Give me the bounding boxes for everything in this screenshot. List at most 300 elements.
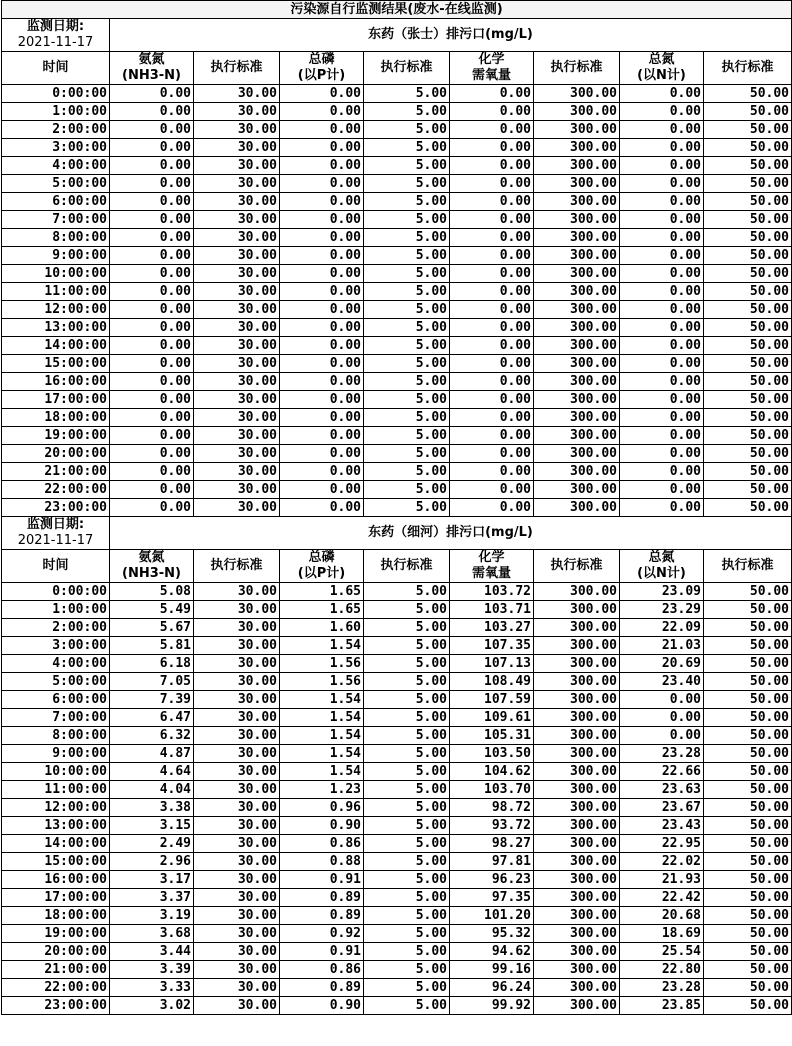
value-cell: 0.00 [110,445,194,463]
time-cell: 5:00:00 [2,175,110,193]
value-cell: 0.00 [620,391,704,409]
value-cell: 5.00 [364,391,450,409]
value-cell: 23.85 [620,997,704,1015]
value-cell: 0.00 [620,211,704,229]
value-cell: 0.00 [280,121,364,139]
value-cell: 30.00 [194,925,280,943]
value-cell: 30.00 [194,103,280,121]
time-cell: 18:00:00 [2,409,110,427]
time-cell: 6:00:00 [2,193,110,211]
value-cell: 30.00 [194,283,280,301]
value-cell: 5.00 [364,319,450,337]
table-row [2,265,792,283]
value-cell: 3.37 [110,889,194,907]
value-cell: 0.00 [620,283,704,301]
value-cell: 98.27 [450,835,534,853]
value-cell: 50.00 [704,961,792,979]
table-row [2,853,792,871]
value-cell: 103.27 [450,619,534,637]
table-row [2,337,792,355]
value-cell: 1.54 [280,709,364,727]
value-cell: 0.00 [450,373,534,391]
value-cell: 0.00 [110,211,194,229]
value-cell: 5.00 [364,727,450,745]
value-cell: 300.00 [534,391,620,409]
value-cell: 50.00 [704,673,792,691]
value-cell: 5.00 [364,265,450,283]
value-cell: 0.00 [620,427,704,445]
value-cell: 20.69 [620,655,704,673]
column-header-line: (以N计) [637,68,686,83]
value-cell: 0.00 [110,355,194,373]
value-cell: 5.00 [364,247,450,265]
value-cell: 50.00 [704,319,792,337]
value-cell: 30.00 [194,691,280,709]
value-cell: 50.00 [704,817,792,835]
value-cell: 0.00 [280,373,364,391]
table-row [2,157,792,175]
column-header [280,52,364,85]
value-cell: 30.00 [194,445,280,463]
value-cell: 0.00 [110,85,194,103]
table-row [2,583,792,601]
table-row [2,925,792,943]
value-cell: 1.65 [280,583,364,601]
value-cell: 0.00 [110,391,194,409]
value-cell: 97.81 [450,853,534,871]
value-cell: 1.54 [280,637,364,655]
value-cell: 1.23 [280,781,364,799]
value-cell: 0.00 [450,409,534,427]
column-header-line: 执行标准 [380,558,433,573]
value-cell: 0.89 [280,889,364,907]
value-cell: 22.95 [620,835,704,853]
value-cell: 0.00 [110,247,194,265]
value-cell: 18.69 [620,925,704,943]
table-row [2,85,792,103]
value-cell: 5.00 [364,211,450,229]
value-cell: 107.35 [450,637,534,655]
table-row [2,691,792,709]
table-row [2,229,792,247]
value-cell: 300.00 [534,193,620,211]
time-cell: 14:00:00 [2,835,110,853]
time-cell: 21:00:00 [2,961,110,979]
value-cell: 5.00 [364,799,450,817]
value-cell: 0.00 [620,355,704,373]
value-cell: 0.00 [450,355,534,373]
value-cell: 0.00 [110,319,194,337]
value-cell: 0.00 [450,427,534,445]
value-cell: 300.00 [534,463,620,481]
value-cell: 0.00 [280,103,364,121]
value-cell: 300.00 [534,157,620,175]
value-cell: 0.00 [620,463,704,481]
value-cell: 30.00 [194,853,280,871]
time-cell: 11:00:00 [2,781,110,799]
value-cell: 0.91 [280,871,364,889]
time-cell: 8:00:00 [2,727,110,745]
value-cell: 5.00 [364,763,450,781]
value-cell: 30.00 [194,817,280,835]
table-row [2,283,792,301]
value-cell: 0.00 [280,481,364,499]
value-cell: 30.00 [194,175,280,193]
value-cell: 0.00 [280,391,364,409]
table-row [2,301,792,319]
value-cell: 5.00 [364,871,450,889]
value-cell: 50.00 [704,481,792,499]
table-row [2,997,792,1015]
value-cell: 0.00 [280,301,364,319]
column-header-line: 时间 [42,60,69,75]
column-header-line: 执行标准 [210,558,263,573]
value-cell: 0.00 [280,247,364,265]
value-cell: 3.39 [110,961,194,979]
outlet-name: 东药（张士）排污口(mg/L) [110,19,792,52]
value-cell: 50.00 [704,907,792,925]
value-cell: 5.00 [364,301,450,319]
column-header [534,550,620,583]
value-cell: 50.00 [704,727,792,745]
value-cell: 300.00 [534,121,620,139]
value-cell: 20.68 [620,907,704,925]
value-cell: 96.23 [450,871,534,889]
value-cell: 300.00 [534,139,620,157]
value-cell: 30.00 [194,781,280,799]
time-cell: 1:00:00 [2,103,110,121]
value-cell: 30.00 [194,835,280,853]
column-header [704,550,792,583]
time-cell: 12:00:00 [2,799,110,817]
value-cell: 0.00 [110,499,194,517]
value-cell: 5.00 [364,175,450,193]
value-cell: 30.00 [194,229,280,247]
value-cell: 0.00 [450,481,534,499]
value-cell: 300.00 [534,871,620,889]
value-cell: 0.00 [620,193,704,211]
value-cell: 30.00 [194,463,280,481]
value-cell: 50.00 [704,499,792,517]
table-row [2,781,792,799]
value-cell: 0.00 [280,157,364,175]
value-cell: 5.00 [364,781,450,799]
value-cell: 300.00 [534,853,620,871]
value-cell: 300.00 [534,355,620,373]
time-cell: 16:00:00 [2,373,110,391]
value-cell: 21.93 [620,871,704,889]
column-header-line: 执行标准 [210,60,263,75]
value-cell: 300.00 [534,247,620,265]
value-cell: 300.00 [534,817,620,835]
value-cell: 103.71 [450,601,534,619]
value-cell: 50.00 [704,601,792,619]
table-row [2,121,792,139]
value-cell: 5.00 [364,373,450,391]
value-cell: 0.00 [620,709,704,727]
column-header-line: (以P计) [297,68,346,83]
value-cell: 0.88 [280,853,364,871]
column-header [620,52,704,85]
value-cell: 300.00 [534,781,620,799]
value-cell: 30.00 [194,637,280,655]
value-cell: 22.02 [620,853,704,871]
value-cell: 5.00 [364,979,450,997]
value-cell: 5.00 [364,943,450,961]
value-cell: 50.00 [704,355,792,373]
value-cell: 5.00 [364,427,450,445]
value-cell: 300.00 [534,409,620,427]
value-cell: 30.00 [194,247,280,265]
value-cell: 300.00 [534,103,620,121]
value-cell: 5.00 [364,121,450,139]
value-cell: 0.92 [280,925,364,943]
column-header-line: 氨氮 [138,52,165,67]
value-cell: 1.56 [280,673,364,691]
column-header-line: (NH3-N) [122,566,181,581]
value-cell: 30.00 [194,709,280,727]
column-header-line: 需氧量 [471,68,511,83]
value-cell: 50.00 [704,709,792,727]
column-header [2,550,110,583]
value-cell: 0.89 [280,907,364,925]
value-cell: 0.00 [280,319,364,337]
value-cell: 22.09 [620,619,704,637]
value-cell: 50.00 [704,463,792,481]
value-cell: 107.59 [450,691,534,709]
value-cell: 104.62 [450,763,534,781]
value-cell: 0.00 [450,175,534,193]
value-cell: 5.00 [364,355,450,373]
column-header-line: 执行标准 [380,60,433,75]
value-cell: 5.00 [364,229,450,247]
value-cell: 3.02 [110,997,194,1015]
value-cell: 30.00 [194,301,280,319]
value-cell: 1.54 [280,763,364,781]
table-row [2,979,792,997]
time-cell: 5:00:00 [2,673,110,691]
value-cell: 98.72 [450,799,534,817]
value-cell: 50.00 [704,247,792,265]
value-cell: 300.00 [534,583,620,601]
value-cell: 22.66 [620,763,704,781]
title-row [2,1,792,19]
value-cell: 0.00 [620,103,704,121]
value-cell: 300.00 [534,979,620,997]
table-row [2,139,792,157]
value-cell: 0.00 [280,193,364,211]
value-cell: 50.00 [704,871,792,889]
value-cell: 300.00 [534,835,620,853]
value-cell: 4.87 [110,745,194,763]
value-cell: 0.00 [450,463,534,481]
column-header-line: (NH3-N) [122,68,181,83]
value-cell: 5.00 [364,601,450,619]
value-cell: 50.00 [704,763,792,781]
table-row [2,727,792,745]
value-cell: 0.00 [110,301,194,319]
value-cell: 0.00 [620,691,704,709]
value-cell: 5.00 [364,619,450,637]
value-cell: 300.00 [534,427,620,445]
value-cell: 0.00 [110,139,194,157]
value-cell: 5.00 [364,463,450,481]
monitoring-date-value: 2021-11-17 [17,35,94,50]
column-header-line: (以P计) [297,566,346,581]
value-cell: 0.00 [450,103,534,121]
value-cell: 50.00 [704,943,792,961]
value-cell: 5.00 [364,853,450,871]
value-cell: 6.47 [110,709,194,727]
value-cell: 300.00 [534,709,620,727]
time-cell: 7:00:00 [2,211,110,229]
table-row [2,319,792,337]
value-cell: 109.61 [450,709,534,727]
value-cell: 30.00 [194,481,280,499]
value-cell: 30.00 [194,157,280,175]
value-cell: 0.00 [280,85,364,103]
value-cell: 30.00 [194,673,280,691]
value-cell: 4.04 [110,781,194,799]
value-cell: 0.96 [280,799,364,817]
value-cell: 0.00 [450,301,534,319]
table-row [2,193,792,211]
value-cell: 30.00 [194,193,280,211]
value-cell: 0.00 [110,481,194,499]
value-cell: 300.00 [534,727,620,745]
table-row [2,907,792,925]
column-header [280,550,364,583]
column-header-line: 总磷 [308,550,335,565]
value-cell: 4.64 [110,763,194,781]
value-cell: 30.00 [194,319,280,337]
value-cell: 0.00 [280,463,364,481]
value-cell: 50.00 [704,85,792,103]
column-header-line: 化学 [478,52,505,67]
value-cell: 1.54 [280,745,364,763]
value-cell: 7.05 [110,673,194,691]
value-cell: 300.00 [534,265,620,283]
value-cell: 5.00 [364,85,450,103]
column-header [534,52,620,85]
value-cell: 300.00 [534,211,620,229]
column-header [2,52,110,85]
value-cell: 103.72 [450,583,534,601]
value-cell: 0.00 [450,139,534,157]
value-cell: 30.00 [194,211,280,229]
value-cell: 0.89 [280,979,364,997]
column-header [620,550,704,583]
value-cell: 0.00 [450,121,534,139]
value-cell: 0.00 [620,175,704,193]
value-cell: 0.00 [450,391,534,409]
value-cell: 300.00 [534,889,620,907]
value-cell: 50.00 [704,619,792,637]
table-row [2,637,792,655]
value-cell: 50.00 [704,229,792,247]
table-row [2,463,792,481]
value-cell: 30.00 [194,265,280,283]
value-cell: 25.54 [620,943,704,961]
value-cell: 30.00 [194,619,280,637]
value-cell: 30.00 [194,871,280,889]
value-cell: 30.00 [194,373,280,391]
value-cell: 50.00 [704,979,792,997]
value-cell: 5.00 [364,817,450,835]
monitoring-date-label: 监测日期: [26,19,85,34]
value-cell: 0.00 [620,301,704,319]
value-cell: 5.00 [364,835,450,853]
value-cell: 1.54 [280,691,364,709]
value-cell: 1.65 [280,601,364,619]
column-header [364,52,450,85]
value-cell: 1.54 [280,727,364,745]
value-cell: 50.00 [704,211,792,229]
time-cell: 1:00:00 [2,601,110,619]
sheet-body [2,1,792,1015]
value-cell: 0.00 [450,283,534,301]
value-cell: 94.62 [450,943,534,961]
value-cell: 0.00 [450,157,534,175]
time-cell: 18:00:00 [2,907,110,925]
value-cell: 0.00 [110,463,194,481]
value-cell: 0.00 [620,409,704,427]
monitoring-date-cell [2,19,110,52]
value-cell: 50.00 [704,283,792,301]
value-cell: 0.00 [110,229,194,247]
value-cell: 0.00 [280,283,364,301]
table-row [2,619,792,637]
value-cell: 50.00 [704,655,792,673]
value-cell: 0.00 [110,175,194,193]
value-cell: 0.91 [280,943,364,961]
value-cell: 0.00 [110,193,194,211]
value-cell: 5.81 [110,637,194,655]
table-row [2,961,792,979]
value-cell: 30.00 [194,583,280,601]
time-cell: 15:00:00 [2,355,110,373]
column-header-line: 执行标准 [550,60,603,75]
table-row [2,709,792,727]
value-cell: 50.00 [704,301,792,319]
value-cell: 0.00 [620,229,704,247]
value-cell: 23.29 [620,601,704,619]
value-cell: 99.92 [450,997,534,1015]
outlet-name: 东药（细河）排污口(mg/L) [110,517,792,550]
table-row [2,499,792,517]
time-cell: 2:00:00 [2,121,110,139]
value-cell: 0.00 [450,265,534,283]
time-cell: 9:00:00 [2,745,110,763]
column-header-line: (以N计) [637,566,686,581]
value-cell: 23.43 [620,817,704,835]
table-row [2,427,792,445]
value-cell: 7.39 [110,691,194,709]
table-row [2,799,792,817]
value-cell: 300.00 [534,499,620,517]
value-cell: 50.00 [704,445,792,463]
value-cell: 0.00 [450,193,534,211]
table-row [2,103,792,121]
value-cell: 300.00 [534,907,620,925]
value-cell: 300.00 [534,925,620,943]
value-cell: 30.00 [194,727,280,745]
value-cell: 101.20 [450,907,534,925]
value-cell: 300.00 [534,373,620,391]
value-cell: 105.31 [450,727,534,745]
table-row [2,835,792,853]
column-header-line: 总氮 [648,550,675,565]
